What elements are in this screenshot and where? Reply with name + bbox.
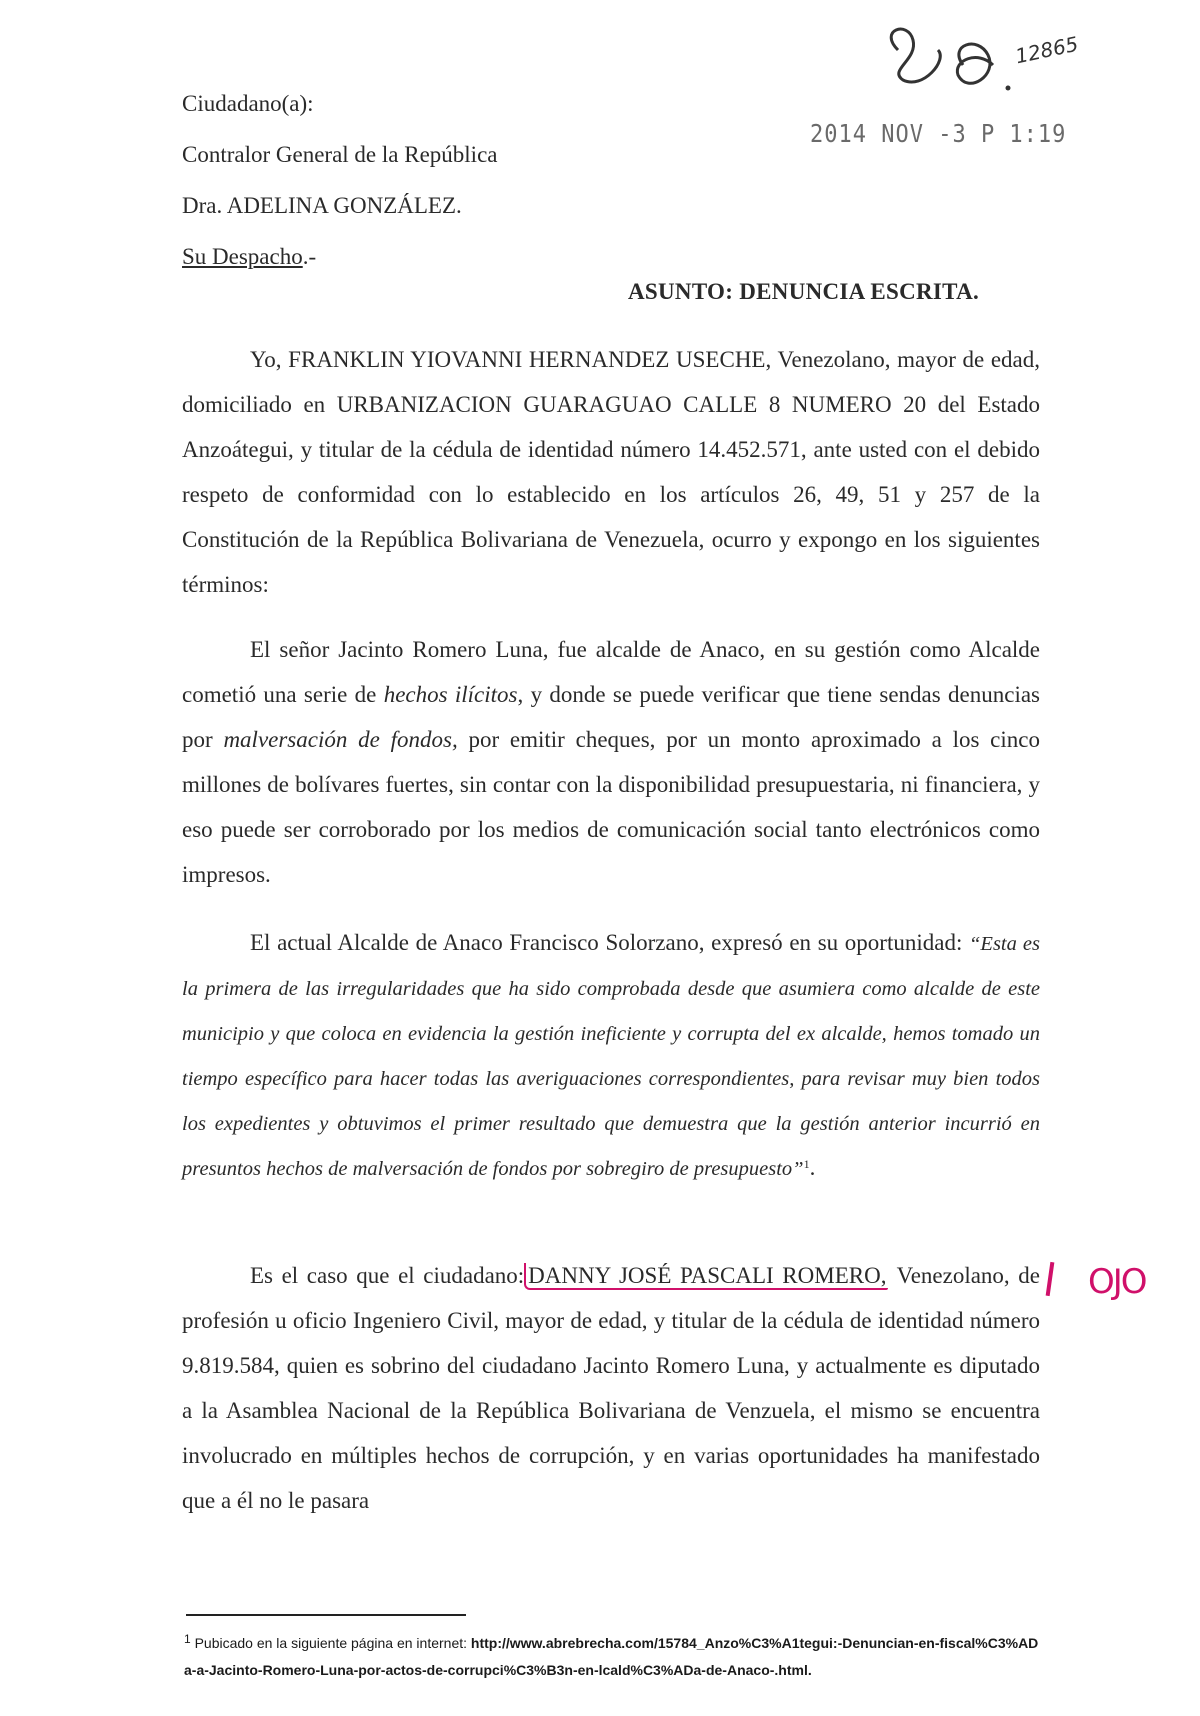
paragraph-2-emphasis-2: malversación de fondos,	[223, 727, 458, 752]
footnote-number: 1	[184, 1632, 191, 1646]
pink-pen-mark	[1046, 1262, 1055, 1296]
recipient-position: Contralor General de la República	[182, 142, 498, 167]
footnote-divider	[186, 1614, 466, 1616]
paragraph-4	[182, 1253, 1040, 1523]
paragraph-2-text	[182, 627, 1040, 897]
paragraph-4-text	[182, 1253, 1040, 1523]
paragraph-2	[182, 627, 1040, 897]
addressee-block	[182, 78, 498, 282]
subject-heading: ASUNTO: DENUNCIA ESCRITA.	[628, 279, 980, 304]
footnote	[184, 1630, 1044, 1684]
handwritten-initials-signature	[868, 10, 1108, 120]
paragraph-2-part-c: , y donde se puede verificar que tiene sendas denuncias por	[182, 682, 1041, 752]
footnote-url: http://www.abrebrecha.com/15784_Anzo%C3%A1tegui:-Denuncian-en-fiscal%C3%ADa-a-Jacinto-Romero-Luna-por-actos-de-corrupci%C3%B3n-en-lcald%C3%ADa-de-Anaco-.html.	[184, 1635, 1039, 1678]
paragraph-4-part-a: Es el caso que el ciudadano:	[250, 1263, 525, 1288]
paragraph-2-emphasis-1: hechos ilícitos	[383, 682, 518, 707]
handwritten-code: 12865	[1013, 31, 1081, 69]
paragraph-1	[182, 337, 1040, 607]
paragraph-3	[182, 921, 1040, 1191]
recipient-name: Dra. ADELINA GONZÁLEZ.	[182, 193, 462, 218]
paragraph-3-intro: El actual Alcalde de Anaco Francisco Solorzano, expresó en su oportunidad:	[250, 930, 970, 955]
highlighted-name: DANNY JOSÉ PASCALI ROMERO,	[524, 1263, 888, 1290]
footnote-text: Pubicado en la siguiente página en internet:	[194, 1635, 471, 1651]
paragraph-3-quote: “Esta es la primera de las irregularidades que ha sido comprobada desde que asumiera como alcalde de este municipio y que coloca en evidencia la gestión ineficiente y corrupta del ex alcalde, hemos tomado un tiempo específico para hacer todas las averiguaciones correspondientes, para revisar muy bien todos los expedientes y obtuvimos el primer resultado que demuestra que la gestión anterior incurrió en presuntos hechos de malversación de fondos por sobregiro de presupuesto”	[182, 933, 1040, 1180]
paragraph-1-text: Yo, FRANKLIN YIOVANNI HERNANDEZ USECHE, Venezolano, mayor de edad, domiciliado en URBANIZACION GUARAGUAO CALLE 8 NUMERO 20 del Estado Anzoátegui, y titular de la cédula de identidad número 14.452.571, ante usted con el debido respeto de conformidad con lo establecido en los artículos 26, 49, 51 y 257 de la Constitución de la República Bolivariana de Venezuela, ocurro y expongo en los siguientes términos:	[182, 347, 1040, 597]
footnote-reference: 1	[803, 1157, 810, 1171]
handwritten-annotation: OJO	[1088, 1262, 1146, 1302]
paragraph-3-end: .	[809, 1155, 816, 1180]
paragraph-3-text	[182, 921, 1040, 1191]
paragraph-2-part-e: por emitir cheques, por un monto aproximado a los cinco millones de bolívares fuertes, sin contar con la disponibilidad presupuestaria, ni financiera, y eso puede ser corroborado por los medios de comunicación social tanto electrónicos como impresos.	[182, 727, 1040, 887]
office-suffix: .-	[302, 244, 317, 269]
paragraph-2-part-a: El señor Jacinto Romero Luna, fue alcalde de Anaco, en su gestión como Alcalde cometió una serie de	[182, 637, 1040, 707]
recipient-office	[182, 231, 498, 282]
salutation: Ciudadano(a):	[182, 91, 314, 116]
paragraph-4-part-b: Venezolano, de profesión u oficio Ingeniero Civil, mayor de edad, y titular de la cédula de identidad número 9.819.584, quien es sobrino del ciudadano Jacinto Romero Luna, y actualmente es diputado a la Asamblea Nacional de la República Bolivariana de Venzuela, el mismo se encuentra involucrado en múltiples hechos de corrupción, y en varias oportunidades ha manifestado que a él no le pasara	[182, 1263, 1040, 1513]
received-date-stamp: 2014 NOV -3 P 1:19	[810, 120, 1067, 149]
office-label: Su Despacho	[182, 244, 303, 269]
